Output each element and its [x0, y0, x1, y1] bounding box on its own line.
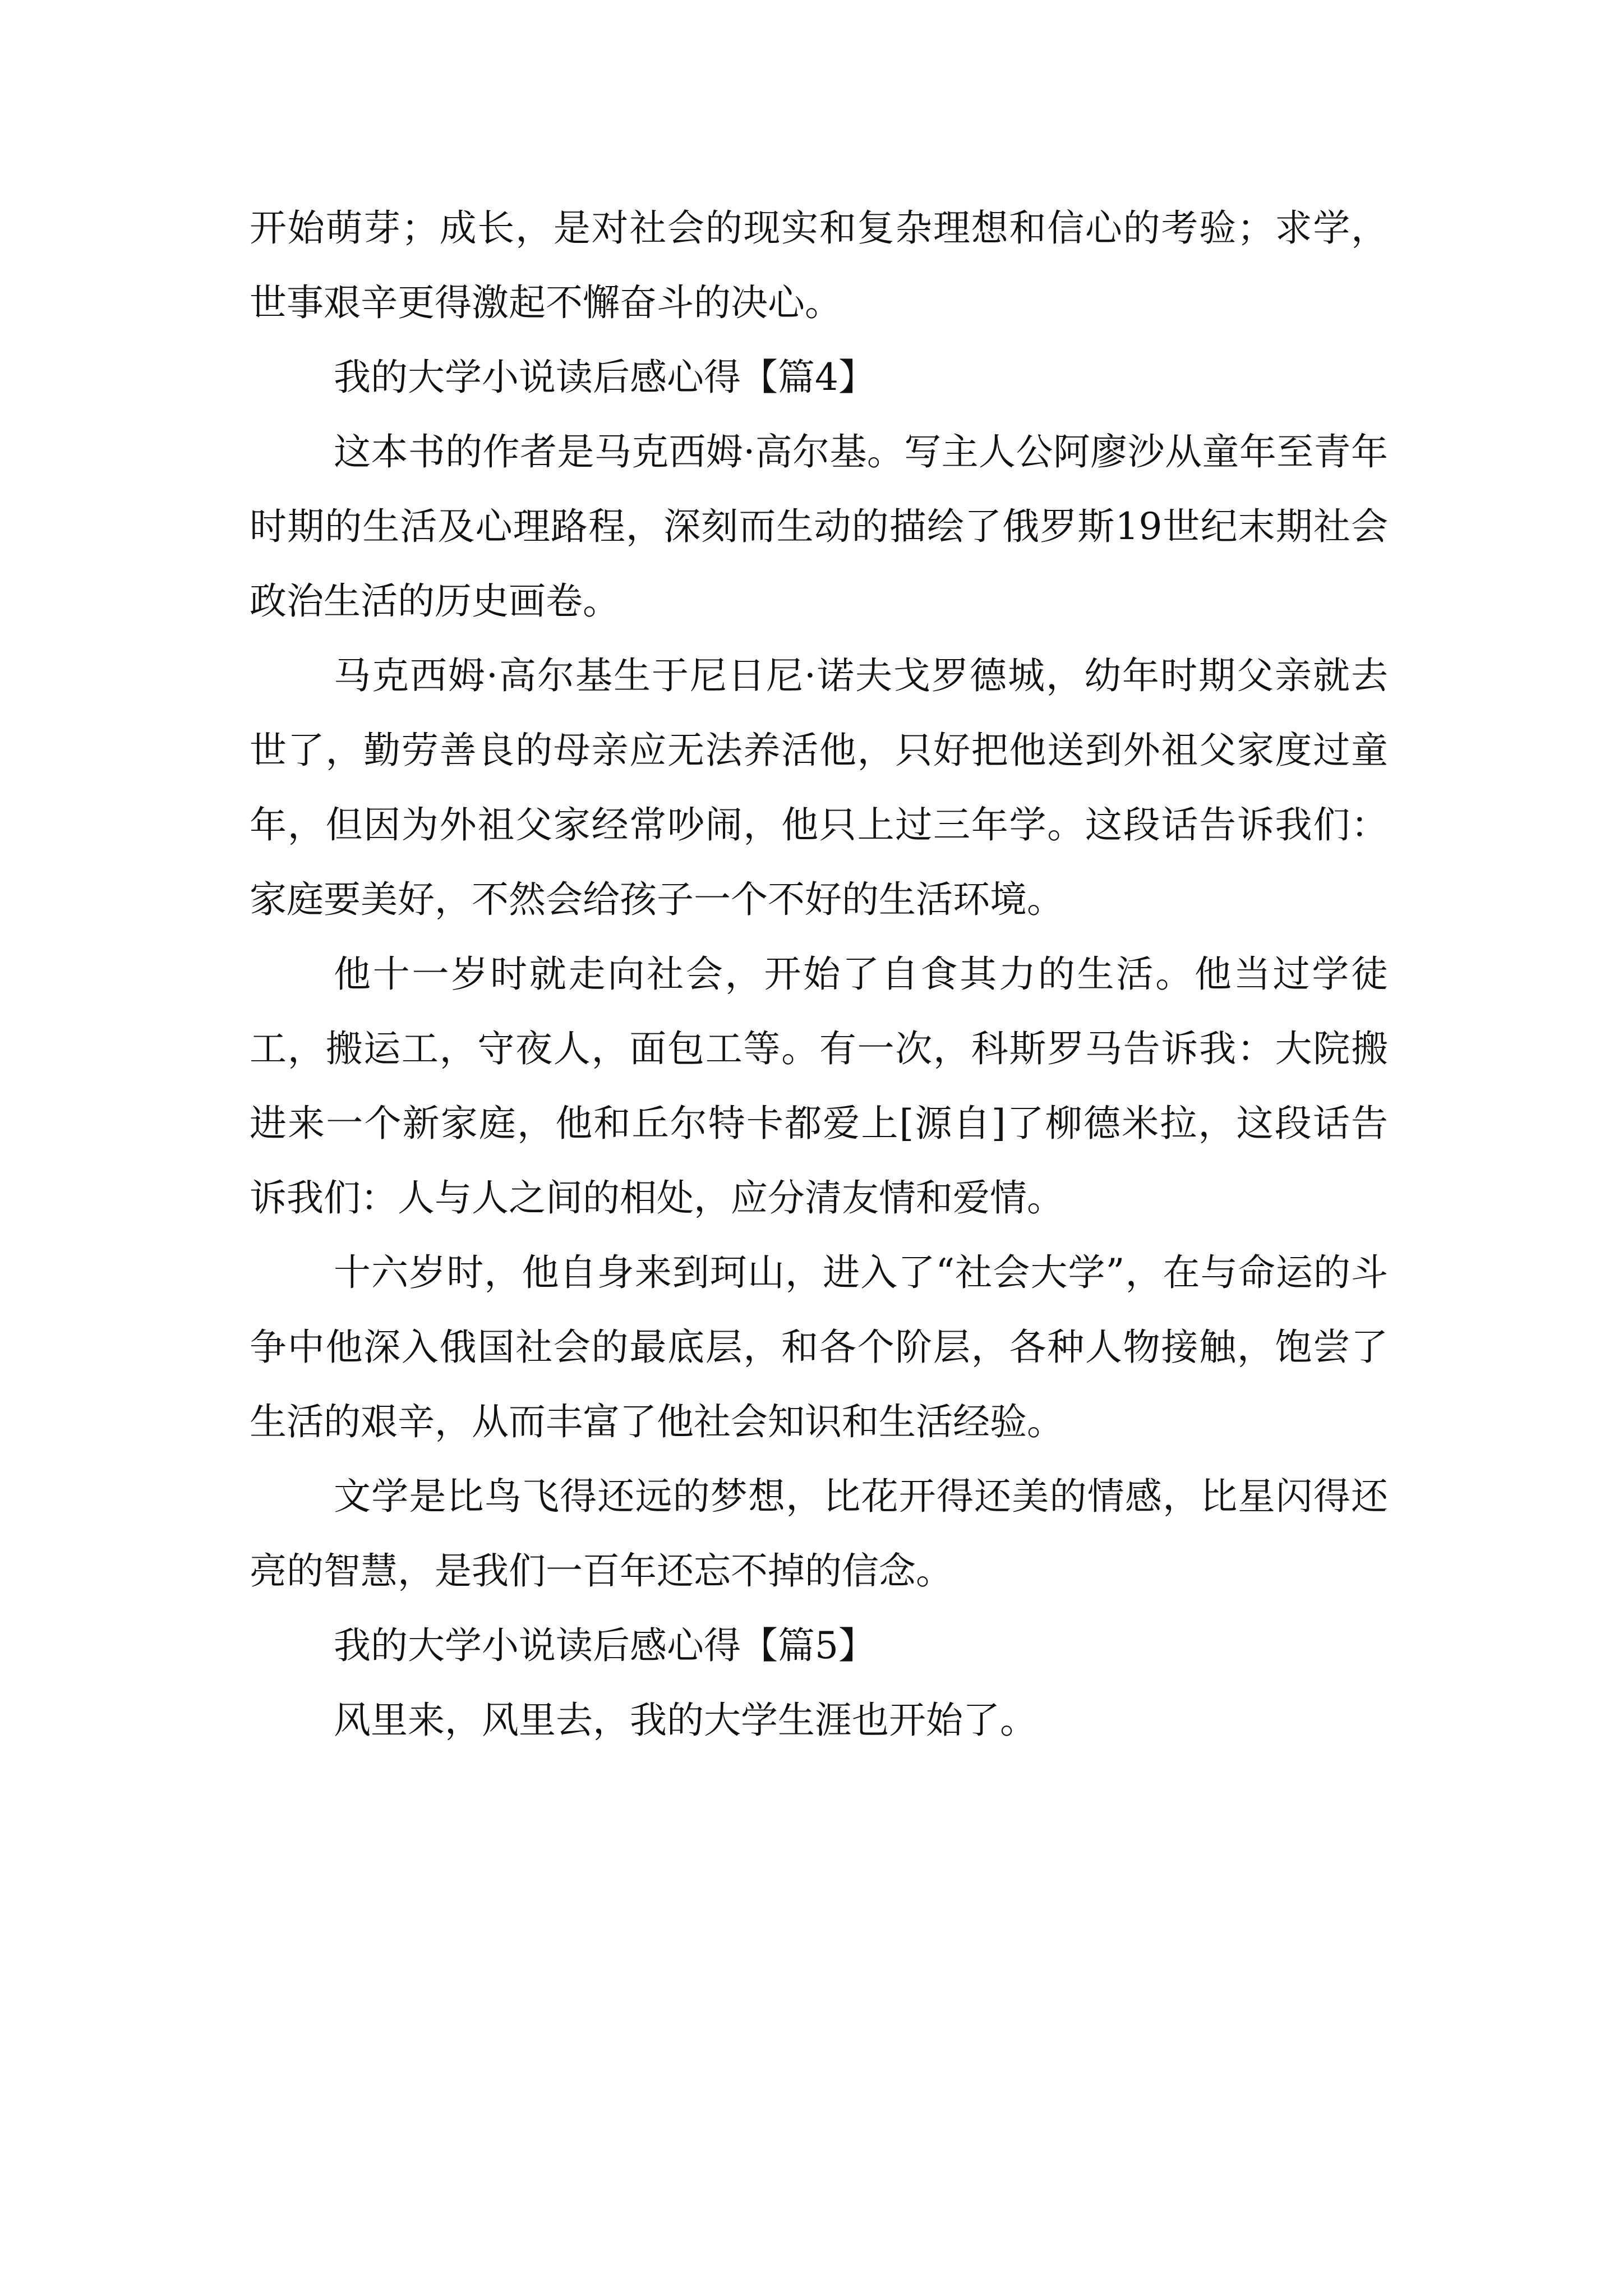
- document-body: [250, 191, 1388, 1757]
- paragraph-social-university: 十六岁时，他自身来到珂山，进入了“社会大学”，在与命运的斗争中他深入俄国社会的最底层，和各个阶层，各种人物接触，饱尝了生活的艰辛，从而丰富了他社会知识和生活经验。: [250, 1251, 1388, 1443]
- section-heading-5: 我的大学小说读后感心得【篇5】: [334, 1624, 875, 1667]
- paragraph-author-intro: 这本书的作者是马克西姆·高尔基。写主人公阿廖沙从童年至青年时期的生活及心理路程，深刻而生动的描绘了俄罗斯19世纪末期社会政治生活的历史画卷。: [250, 430, 1388, 623]
- paragraph-continuation: 开始萌芽；成长，是对社会的现实和复杂理想和信心的考验；求学，世事艰辛更得激起不懈奋斗的决心。: [250, 206, 1388, 324]
- paragraph-childhood: 马克西姆·高尔基生于尼日尼·诺夫戈罗德城，幼年时期父亲就去世了，勤劳善良的母亲应无法养活他，只好把他送到外祖父家度过童年，但因为外祖父家经常吵闹，他只上过三年学。这段话告诉我们：家庭要美好，不然会给孩子一个不好的生活环境。: [250, 654, 1388, 921]
- paragraph-college-start: 风里来，风里去，我的大学生涯也开始了。: [334, 1699, 1037, 1742]
- paragraph-work-life: 他十一岁时就走向社会，开始了自食其力的生活。他当过学徒工，搬运工，守夜人，面包工等。有一次，科斯罗马告诉我：大院搬进来一个新家庭，他和丘尔特卡都爱上[源自]了柳德米拉，这段话告诉我们：人与人之间的相处，应分清友情和爱情。: [250, 953, 1388, 1220]
- section-heading-4: 我的大学小说读后感心得【篇4】: [334, 356, 875, 399]
- paragraph-literature: 文学是比鸟飞得还远的梦想，比花开得还美的情感，比星闪得还亮的智慧，是我们一百年还忘不掉的信念。: [250, 1475, 1388, 1593]
